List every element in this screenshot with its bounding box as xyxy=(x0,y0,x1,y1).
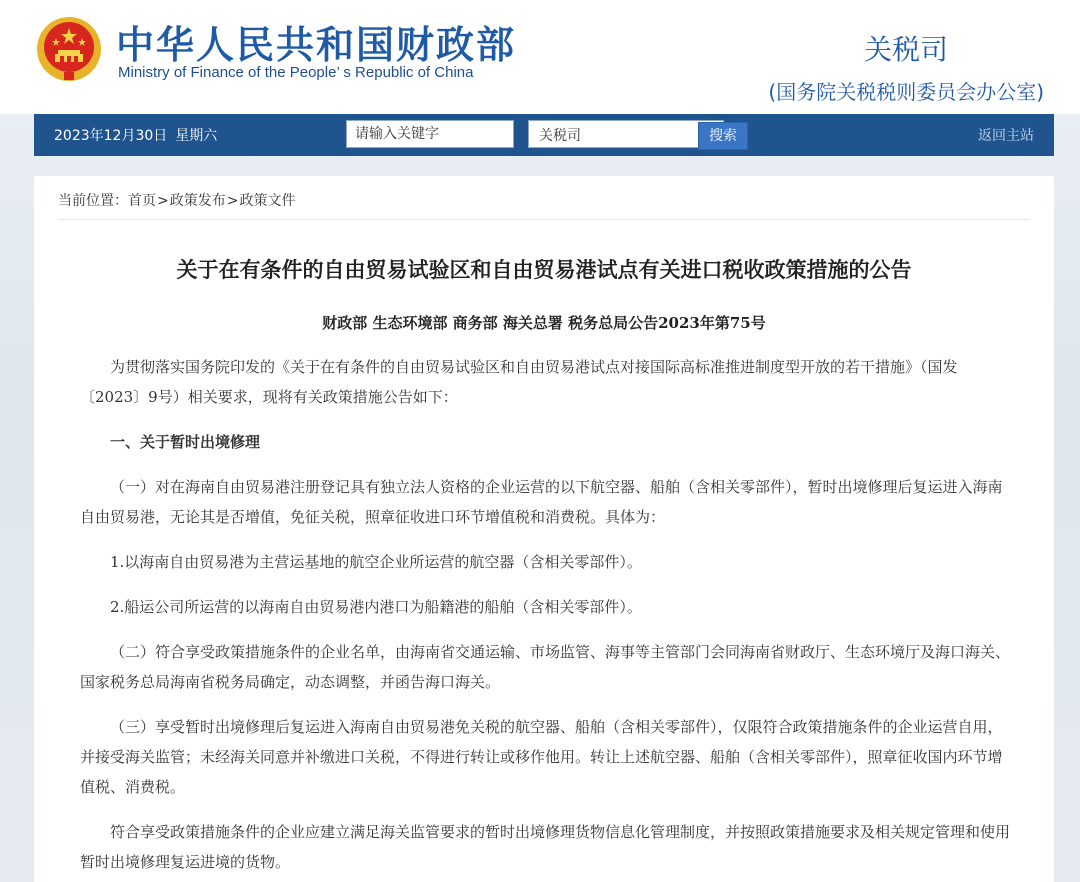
site-header xyxy=(0,0,1080,114)
department-name: 关税司 xyxy=(863,33,948,66)
department-subtitle: (国务院关税税则委员会办公室) xyxy=(768,80,1044,104)
national-emblem-icon xyxy=(36,16,102,82)
article-paragraph: （二）符合享受政策措施条件的企业名单，由海南省交通运输、市场监管、海事等主管部门会同海南省财政厅、生态环境厅及海口海关、国家税务总局海南省税务局确定，动态调整，并函告海口海关。 xyxy=(80,643,1011,691)
article-list-item: 1.以海南自由贸易港为主营运基地的航空企业所运营的航空器（含相关零部件）。 xyxy=(110,553,642,571)
article-title: 关于在有条件的自由贸易试验区和自由贸易港试点有关进口税收政策措施的公告 xyxy=(176,258,912,282)
article-paragraph: （三）享受暂时出境修理后复运进入海南自由贸易港免关税的航空器、船舶（含相关零部件），仅限符合政策措施条件的企业运营自用，并接受海关监管；未经海关同意并补缴进口关税，不得进行转让或移作他用。转让上述航空器、船舶（含相关零部件），照章征收国内环节增值税、消费税。 xyxy=(80,718,1003,796)
breadcrumb-documents[interactable]: 政策文件 xyxy=(239,193,296,209)
nav-bar xyxy=(34,114,1054,156)
weekday-text: 星期六 xyxy=(175,128,218,144)
search-scope-select[interactable] xyxy=(528,120,724,148)
article-section-heading: 一、关于暂时出境修理 xyxy=(110,433,261,451)
breadcrumb-separator: > xyxy=(226,193,239,209)
divider xyxy=(58,219,1030,220)
current-date xyxy=(54,125,225,145)
site-title-english[interactable]: Ministry of Finance of the People’ s Republic of China xyxy=(118,64,474,81)
breadcrumb-policy[interactable]: 政策发布 xyxy=(169,193,226,209)
article-card xyxy=(34,176,1054,882)
search-button[interactable]: 搜索 xyxy=(698,122,748,150)
article-paragraph: （一）对在海南自由贸易港注册登记具有独立法人资格的企业运营的以下航空器、船舶（含相关零部件），暂时出境修理后复运进入海南自由贸易港，无论其是否增值，免征关税，照章征收进口环节增值税和消费税。具体为： xyxy=(80,478,1003,526)
breadcrumb-prefix: 当前位置： xyxy=(58,193,128,209)
breadcrumb-home[interactable]: 首页 xyxy=(128,193,156,209)
breadcrumb xyxy=(58,190,295,210)
date-text: 2023年12月30日 xyxy=(54,128,168,144)
back-home-link[interactable]: 返回主站 xyxy=(978,128,1034,144)
search-input[interactable] xyxy=(346,120,514,148)
search-scope-value: 关税司 xyxy=(539,128,581,144)
article-document-number: 财政部 生态环境部 商务部 海关总署 税务总局公告2023年第75号 xyxy=(322,314,766,332)
article-paragraph: 为贯彻落实国务院印发的《关于在有条件的自由贸易试验区和自由贸易港试点对接国际高标准推进制度型开放的若干措施》（国发〔2023〕9号）相关要求，现将有关政策措施公告如下： xyxy=(80,358,958,406)
breadcrumb-separator: > xyxy=(157,193,169,209)
article-list-item: 2.船运公司所运营的以海南自由贸易港内港口为船籍港的船舶（含相关零部件）。 xyxy=(110,598,642,616)
article-paragraph: 符合享受政策措施条件的企业应建立满足海关监管要求的暂时出境修理货物信息化管理制度，并按照政策措施要求及相关规定管理和使用暂时出境修理复运进境的货物。 xyxy=(80,823,1011,871)
article-body xyxy=(80,352,1012,882)
site-title[interactable]: 中华人民共和国财政部 xyxy=(116,22,517,67)
